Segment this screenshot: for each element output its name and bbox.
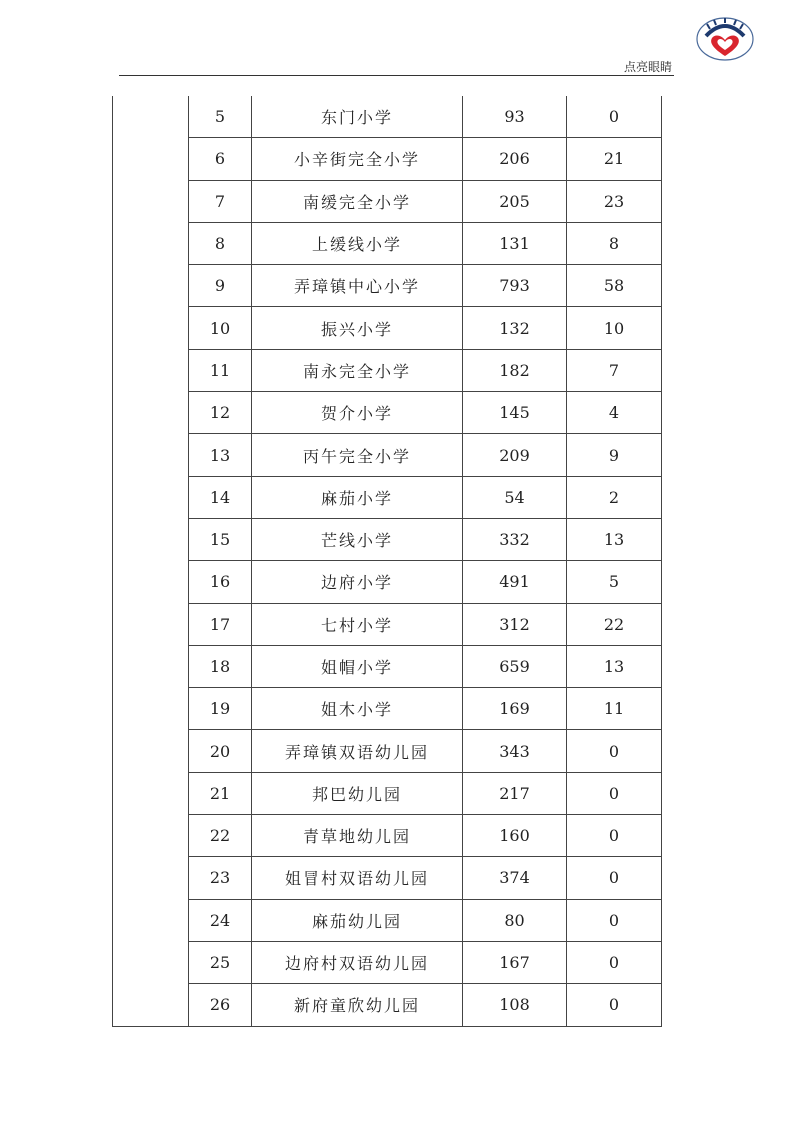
- students-cell: 54: [463, 476, 567, 518]
- school-name-cell: 边府小学: [252, 561, 463, 603]
- group-cell: [113, 96, 189, 1026]
- count-cell: 0: [567, 899, 662, 941]
- count-cell: 13: [567, 518, 662, 560]
- students-cell: 312: [463, 603, 567, 645]
- row-number-cell: 23: [189, 857, 252, 899]
- table-row: [113, 392, 662, 434]
- eye-heart-logo-icon: [694, 12, 756, 62]
- students-cell: 182: [463, 349, 567, 391]
- row-number-cell: 16: [189, 561, 252, 603]
- school-name-cell: 弄璋镇中心小学: [252, 265, 463, 307]
- table-row: [113, 561, 662, 603]
- school-name-cell: 芒线小学: [252, 518, 463, 560]
- row-number-cell: 5: [189, 96, 252, 138]
- header-title: 点亮眼睛: [623, 60, 672, 74]
- students-cell: 205: [463, 180, 567, 222]
- row-number-cell: 10: [189, 307, 252, 349]
- table-row: [113, 941, 662, 983]
- table-row: [113, 815, 662, 857]
- header-divider: [119, 75, 674, 76]
- count-cell: 0: [567, 984, 662, 1026]
- count-cell: 21: [567, 138, 662, 180]
- students-cell: 169: [463, 688, 567, 730]
- row-number-cell: 9: [189, 265, 252, 307]
- count-cell: 23: [567, 180, 662, 222]
- table-row: [113, 307, 662, 349]
- table-row: [113, 138, 662, 180]
- row-number-cell: 7: [189, 180, 252, 222]
- row-number-cell: 11: [189, 349, 252, 391]
- row-number-cell: 22: [189, 815, 252, 857]
- row-number-cell: 20: [189, 730, 252, 772]
- row-number-cell: 12: [189, 392, 252, 434]
- table-row: [113, 688, 662, 730]
- count-cell: 11: [567, 688, 662, 730]
- school-name-cell: 姐木小学: [252, 688, 463, 730]
- students-cell: 160: [463, 815, 567, 857]
- count-cell: 10: [567, 307, 662, 349]
- students-cell: 80: [463, 899, 567, 941]
- count-cell: 0: [567, 941, 662, 983]
- row-number-cell: 14: [189, 476, 252, 518]
- students-cell: 793: [463, 265, 567, 307]
- count-cell: 0: [567, 857, 662, 899]
- table-row: [113, 603, 662, 645]
- students-cell: 491: [463, 561, 567, 603]
- school-name-cell: 上缓线小学: [252, 222, 463, 264]
- row-number-cell: 26: [189, 984, 252, 1026]
- students-cell: 343: [463, 730, 567, 772]
- students-cell: 374: [463, 857, 567, 899]
- table-row: [113, 645, 662, 687]
- count-cell: 58: [567, 265, 662, 307]
- count-cell: 7: [567, 349, 662, 391]
- students-cell: 108: [463, 984, 567, 1026]
- count-cell: 0: [567, 815, 662, 857]
- students-cell: 167: [463, 941, 567, 983]
- row-number-cell: 21: [189, 772, 252, 814]
- count-cell: 9: [567, 434, 662, 476]
- school-name-cell: 弄璋镇双语幼儿园: [252, 730, 463, 772]
- table-row: [113, 899, 662, 941]
- school-name-cell: 七村小学: [252, 603, 463, 645]
- school-name-cell: 南永完全小学: [252, 349, 463, 391]
- school-name-cell: 麻茄小学: [252, 476, 463, 518]
- school-name-cell: 青草地幼儿园: [252, 815, 463, 857]
- table-row: [113, 349, 662, 391]
- table-row: [113, 730, 662, 772]
- school-name-cell: 麻茄幼儿园: [252, 899, 463, 941]
- row-number-cell: 13: [189, 434, 252, 476]
- school-name-cell: 姐冒村双语幼儿园: [252, 857, 463, 899]
- students-cell: 209: [463, 434, 567, 476]
- count-cell: 8: [567, 222, 662, 264]
- table-row: [113, 265, 662, 307]
- school-name-cell: 振兴小学: [252, 307, 463, 349]
- count-cell: 0: [567, 730, 662, 772]
- count-cell: 0: [567, 772, 662, 814]
- school-name-cell: 南缓完全小学: [252, 180, 463, 222]
- table-row: [113, 222, 662, 264]
- school-name-cell: 姐帽小学: [252, 645, 463, 687]
- students-cell: 659: [463, 645, 567, 687]
- table-row: [113, 180, 662, 222]
- row-number-cell: 24: [189, 899, 252, 941]
- school-name-cell: 小辛街完全小学: [252, 138, 463, 180]
- row-number-cell: 18: [189, 645, 252, 687]
- students-cell: 131: [463, 222, 567, 264]
- school-name-cell: 边府村双语幼儿园: [252, 941, 463, 983]
- row-number-cell: 6: [189, 138, 252, 180]
- table-row: [113, 518, 662, 560]
- table-row: [113, 772, 662, 814]
- row-number-cell: 15: [189, 518, 252, 560]
- row-number-cell: 17: [189, 603, 252, 645]
- students-cell: 93: [463, 96, 567, 138]
- count-cell: 5: [567, 561, 662, 603]
- students-cell: 217: [463, 772, 567, 814]
- table-row: [113, 984, 662, 1026]
- row-number-cell: 25: [189, 941, 252, 983]
- students-cell: 332: [463, 518, 567, 560]
- table-body: [113, 96, 662, 1026]
- count-cell: 22: [567, 603, 662, 645]
- count-cell: 0: [567, 96, 662, 138]
- table-row: [113, 857, 662, 899]
- school-name-cell: 东门小学: [252, 96, 463, 138]
- students-cell: 206: [463, 138, 567, 180]
- school-name-cell: 邦巴幼儿园: [252, 772, 463, 814]
- school-name-cell: 贺介小学: [252, 392, 463, 434]
- count-cell: 2: [567, 476, 662, 518]
- students-cell: 145: [463, 392, 567, 434]
- count-cell: 13: [567, 645, 662, 687]
- table-row: [113, 476, 662, 518]
- row-number-cell: 19: [189, 688, 252, 730]
- students-cell: 132: [463, 307, 567, 349]
- school-name-cell: 丙午完全小学: [252, 434, 463, 476]
- school-table: [112, 96, 662, 1027]
- table-row: [113, 434, 662, 476]
- table-row: [113, 96, 662, 138]
- count-cell: 4: [567, 392, 662, 434]
- school-name-cell: 新府童欣幼儿园: [252, 984, 463, 1026]
- row-number-cell: 8: [189, 222, 252, 264]
